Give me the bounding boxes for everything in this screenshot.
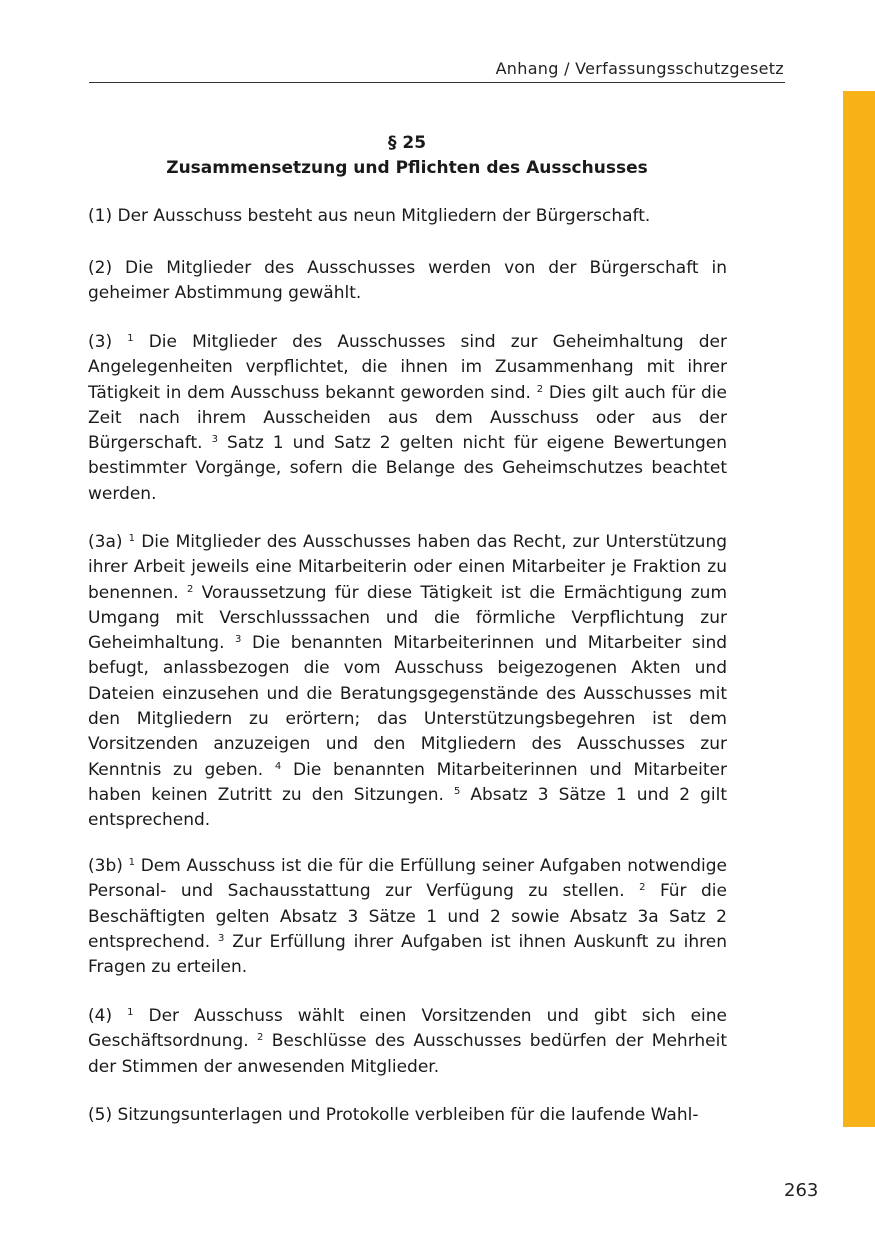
sentence-number: 1 (128, 857, 135, 868)
sentence: Zur Erfüllung ihrer Aufgaben ist ihnen Auskunft zu ihren Fragen zu erteilen. (88, 931, 728, 978)
sentence: Dies gilt auch für die Zeit nach ihrem Ausscheiden aus dem Ausschuss oder aus der Bürgerschaft. (88, 382, 727, 454)
sentence-number: 2 (186, 583, 194, 595)
paragraph-5-text: (5) Sitzungsunterlagen und Protokolle verbleiben für die laufende Wahl- (88, 1105, 699, 1125)
sentence-number: 5 (453, 785, 461, 797)
paragraph-3a (88, 530, 727, 834)
paragraph-label: (3a) (88, 532, 123, 552)
section-number: § 25 (387, 133, 427, 153)
sentence-number: 1 (127, 333, 134, 344)
sentence-number: 4 (274, 760, 282, 772)
paragraph-4 (88, 1004, 727, 1080)
header-divider (89, 82, 785, 83)
sentence-number: 1 (127, 1007, 134, 1018)
paragraph-1 (88, 204, 727, 229)
sentence: Dem Ausschuss ist die für die Erfüllung seiner Aufgaben notwendige Personal- und Sachausstattung zur Verfügung zu stellen. (88, 856, 727, 902)
sentence-number: 3 (235, 634, 242, 646)
page-number: 263 (784, 1180, 819, 1201)
paragraph-3 (88, 330, 727, 507)
sentence: Die Mitglieder des Ausschusses haben das Recht, zur Unterstützung ihrer Arbeit jeweils eine Mitarbeiterin oder einen Mitarbeiter je Fraktion zu benennen. (88, 532, 728, 603)
sentence-number: 1 (128, 533, 136, 544)
sentence-number: 2 (257, 1032, 264, 1044)
chapter-thumb-tab (843, 91, 875, 1127)
paragraph-5 (88, 1103, 727, 1128)
sentence: Die benannten Mitarbeiterinnen und Mitarbeiter sind befugt, anlassbezogen die vom Ausschuss beigezogenen Akten und Dateien einzusehen und die Beratungsgegenstände des Ausschusses mit den Mitgliedern zu erörtern; das Unterstützungsbegehren ist dem Vorsitzenden anzuzeigen und den Mitgliedern des Ausschusses zur Kenntnis zu geben. (88, 633, 728, 780)
sentence-number: 2 (639, 882, 646, 894)
sentence: Absatz 3 Sätze 1 und 2 gilt entsprechend. (88, 784, 727, 831)
sentence-number: 3 (211, 434, 218, 446)
paragraph-3b (88, 854, 727, 980)
sentence: Beschlüsse des Ausschusses bedürfen der Mehrheit der Stimmen der anwesenden Mitglieder. (88, 1031, 728, 1077)
paragraph-label: (3) (88, 332, 113, 352)
paragraph-2-text: (2) Die Mitglieder des Ausschusses werden von der Bürgerschaft in geheimer Abstimmung gewählt. (88, 258, 727, 304)
paragraph-label: (4) (88, 1006, 113, 1026)
section-title: Zusammensetzung und Pflichten des Ausschusses (166, 158, 648, 178)
sentence: Der Ausschuss wählt einen Vorsitzenden und gibt sich eine Geschäftsordnung. (88, 1006, 728, 1052)
running-header: Anhang / Verfassungsschutzgesetz (495, 59, 784, 78)
sentence-number: 2 (536, 383, 544, 395)
sentence: Die benannten Mitarbeiterinnen und Mitarbeiter haben keinen Zutritt zu den Sitzungen. (88, 759, 728, 805)
sentence-number: 3 (218, 932, 225, 944)
sentence: Die Mitglieder des Ausschusses sind zur Geheimhaltung der Angelegenheiten verpflichtet, die ihnen im Zusammenhang mit ihrer Tätigkeit in dem Ausschuss bekannt geworden sind. (88, 332, 727, 403)
sentence: Für die Beschäftigten gelten Absatz 3 Sätze 1 und 2 sowie Absatz 3a Satz 2 entsprechend. (88, 881, 727, 952)
sentence: Voraussetzung für diese Tätigkeit ist die Ermächtigung zum Umgang mit Verschlusssachen und die förmliche Verpflichtung zur Geheimhaltung. (88, 582, 728, 654)
paragraph-label: (3b) (88, 856, 123, 876)
sentence: Satz 1 und Satz 2 gelten nicht für eigene Bewertungen bestimmter Vorgänge, sofern die Belange des Geheimschutzes beachtet werden. (88, 433, 728, 504)
paragraph-1-text: (1) Der Ausschuss besteht aus neun Mitgliedern der Bürgerschaft. (88, 206, 651, 226)
paragraph-2 (88, 256, 727, 307)
